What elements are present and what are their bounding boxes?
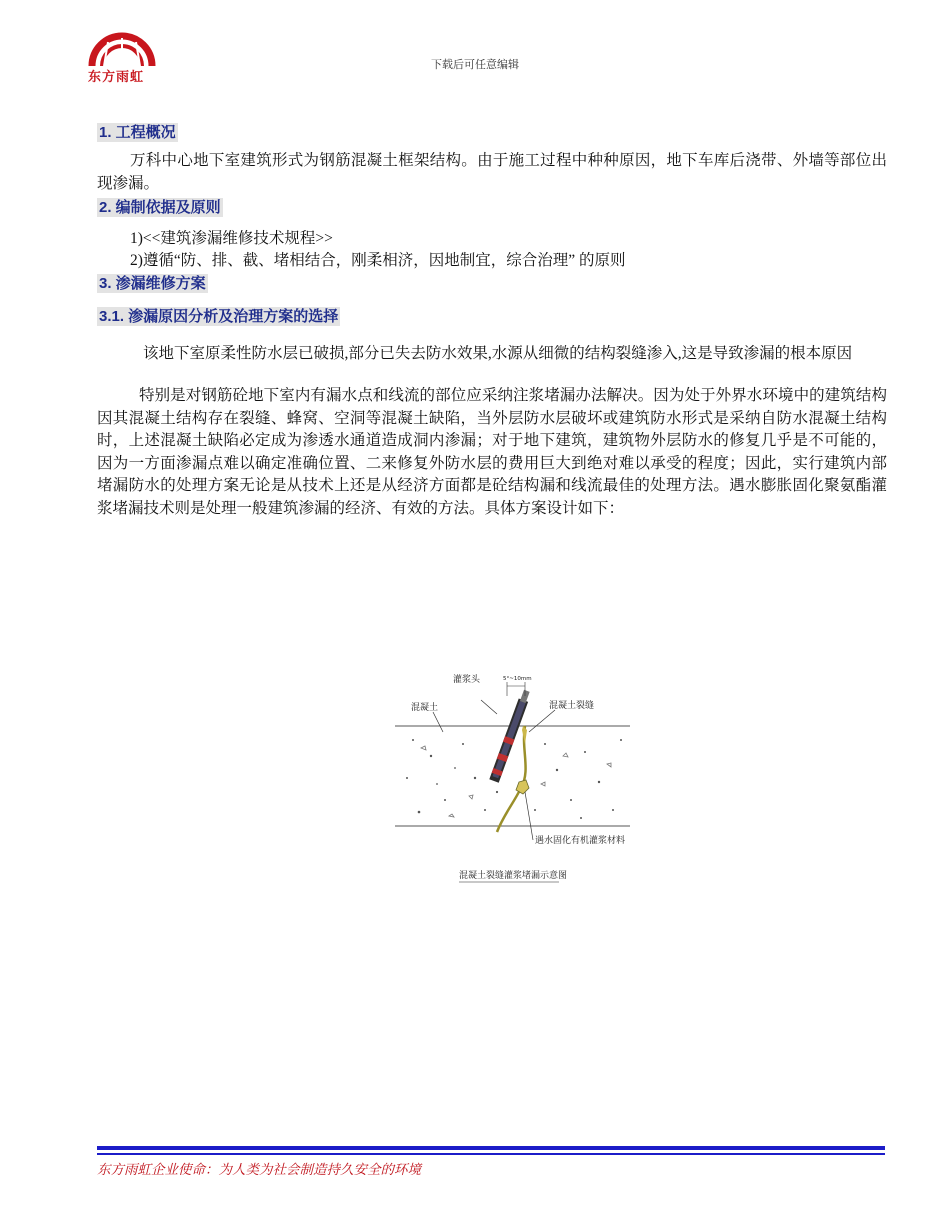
footer-rule-thin	[97, 1153, 885, 1155]
section-2-title: 2. 编制依据及原则	[99, 199, 221, 216]
section-3-title: 3. 渗漏维修方案	[99, 275, 206, 292]
label-dimension: 5°~10mm	[503, 676, 532, 682]
label-grout-material: 遇水固化有机灌浆材料	[535, 836, 626, 846]
section-2-item-2: 2)遵循“防、排、截、堵相结合，刚柔相济，因地制宜，综合治理” 的原则	[130, 252, 626, 269]
figure-caption: 混凝土裂缝灌浆堵漏示意图	[459, 871, 568, 881]
footer-mission: 东方雨虹企业使命：为人类为社会制造持久安全的环境	[97, 1162, 421, 1177]
logo-text: 东方雨虹	[88, 70, 145, 85]
label-crack: 混凝土裂缝	[549, 701, 595, 711]
section-3-1-title: 3.1. 渗漏原因分析及治理方案的选择	[99, 308, 339, 325]
header-note: 下载后可任意编辑	[431, 58, 519, 71]
label-nozzle: 灌浆头	[453, 675, 481, 685]
footer-rule-thick	[97, 1146, 885, 1150]
section-2-item-1: 1)<<建筑渗漏维修技术规程>>	[130, 230, 333, 247]
section-1-title: 1. 工程概况	[99, 124, 176, 141]
section-3-1-paragraph-2: 特别是对钢筋砼地下室内有漏水点和线流的部位应采纳注浆堵漏办法解决。因为处于外界水环境中的建筑结构因其混凝土结构存在裂缝、蜂窝、空洞等混凝土缺陷，当外层防水层破坏或建筑防水形式是采纳自防水混凝土结构时，上述混凝土缺陷必定成为渗透水通道造成洞内渗漏；对于地下建筑，建筑物外层防水的修复几乎是不可能的，因为一方面渗漏点难以确定准确位置、二来修复外防水层的费用巨大到绝对难以承受的程度；因此，实行建筑内部堵漏防水的处理方案无论是从技术上还是从经济方面都是砼结构漏和线流最佳的处理方法。遇水膨胀固化聚氨酯灌浆堵漏技术则是处理一般建筑渗漏的经济、有效的方法。具体方案设计如下：	[97, 387, 887, 517]
section-3-1-paragraph-1: 该地下室原柔性防水层已破损,部分已失去防水效果,水源从细微的结构裂缝渗入,这是导致渗漏的根本原因	[143, 345, 853, 362]
section-1-text: 万科中心地下室建筑形式为钢筋混凝土框架结构。由于施工过程中种种原因，地下车库后浇带、外墙等部位出现渗漏。	[97, 152, 887, 192]
label-concrete: 混凝土	[411, 703, 439, 713]
grouting-diagram	[385, 660, 635, 890]
